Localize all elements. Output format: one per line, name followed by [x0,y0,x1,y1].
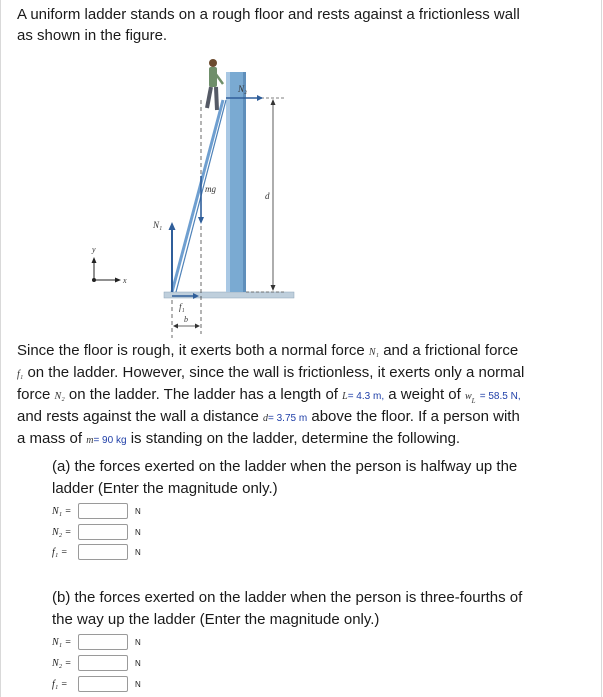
part-b-n1-input[interactable] [78,634,128,650]
part-b-f1-row: f₁ = N [52,675,141,693]
label-d: d [265,191,270,201]
part-a-n1-input[interactable] [78,503,128,519]
label-n1: N₁ [153,220,163,230]
ladder [172,100,223,292]
part-b-n1-row: N₁ = N [52,633,141,651]
label-b: b [184,315,188,324]
part-a-f1-input[interactable] [78,544,128,560]
part-b-line-2: the way up the ladder (Enter the magnitude only.) [52,611,380,628]
problem-line-4: and rests against the wall a distance d= 3.75 m above the floor. If a person with [17,408,520,425]
part-b-line-1: (b) the forces exerted on the ladder when the person is three-fourths of [52,589,523,606]
problem-line-2: f₁ on the ladder. However, since the wall is frictionless, it exerts only a normal [17,364,525,381]
label-mg: mg [205,184,216,194]
part-a-n2-input[interactable] [78,524,128,540]
part-b-f1-input[interactable] [78,676,128,692]
person [207,59,223,110]
part-b-n2-row: N₂ = N [52,654,141,672]
part-b-n2-input[interactable] [78,655,128,671]
intro-line-2: as shown in the figure. [17,27,168,44]
label-f1: f₁ [179,302,185,312]
ladder-figure [80,48,300,338]
label-x: x [123,276,127,285]
label-n2: N₂ [238,84,248,94]
part-a-f1-row: f₁ = N [52,543,141,561]
label-y: y [92,245,96,254]
intro-line-1: A uniform ladder stands on a rough floor and rests against a frictionless wall [17,6,520,23]
part-a-n1-row: N₁ = N [52,502,141,520]
part-a-n2-row: N₂ = N [52,523,141,541]
problem-line-5: a mass of m= 90 kg is standing on the ladder, determine the following. [17,430,461,447]
problem-line-3: force N₂ on the ladder. The ladder has a length of L= 4.3 m, a weight of $w_L = 58.5$ N, [17,386,521,405]
problem-line-1: Since the floor is rough, it exerts both a normal force N₁ and a frictional force [17,342,519,359]
floor [164,292,294,298]
part-a-line-1: (a) the forces exerted on the ladder when the person is halfway up the [52,458,518,475]
part-a-line-2: ladder (Enter the magnitude only.) [52,480,278,497]
